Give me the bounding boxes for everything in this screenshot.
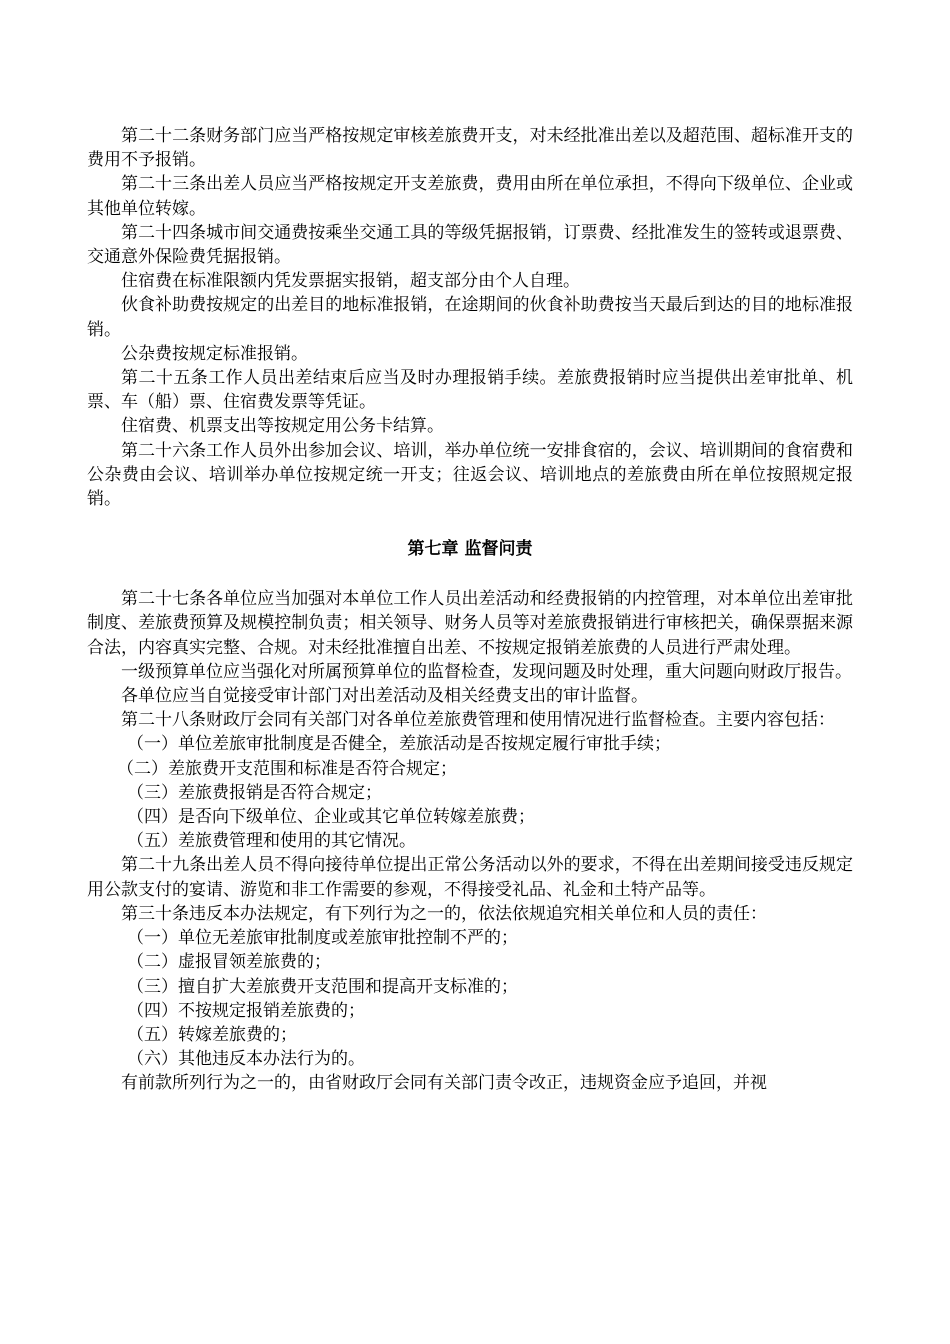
article-22: 第二十二条财务部门应当严格按规定审核差旅费开支，对未经批准出差以及超范围、超标准开支的费用不予报销。 xyxy=(87,126,853,171)
article-29: 第二十九条出差人员不得向接待单位提出正常公务活动以外的要求，不得在出差期间接受违反规定用公款支付的宴请、游览和非工作需要的参观，不得接受礼品、礼金和土特产品等。 xyxy=(87,855,853,900)
article-24: 第二十四条城市间交通费按乘坐交通工具的等级凭据报销，订票费、经批准发生的签转或退票费、交通意外保险费凭据报销。 xyxy=(87,222,853,268)
list-item: （一）单位差旅审批制度是否健全，差旅活动是否按规定履行审批手续； xyxy=(127,734,671,755)
paragraph-supervision: 一级预算单位应当强化对所属预算单位的监督检查，发现问题及时处理，重大问题向财政厅报告。 xyxy=(121,661,852,682)
list-item: （一）单位无差旅审批制度或差旅审批控制不严的； xyxy=(127,928,518,949)
article-27: 第二十七条各单位应当加强对本单位工作人员出差活动和经费报销的内控管理，对本单位出差审批制度、差旅费预算及规模控制负责；相关领导、财务人员等对差旅费报销进行审核把关，确保票据来源合法，内容真实完整、合规。对未经批准擅自出差、不按规定报销差旅费的人员进行严肃处理。 xyxy=(87,589,853,658)
article-28: 第二十八条财政厅会同有关部门对各单位差旅费管理和使用情况进行监督检查。主要内容包括： xyxy=(121,710,835,731)
chapter-heading: 第七章 监督问责 xyxy=(407,539,533,560)
paragraph-penalty: 有前款所列行为之一的，由省财政厅会同有关部门责令改正，违规资金应予追回，并视 xyxy=(121,1073,767,1094)
list-item: （二）差旅费开支范围和标准是否符合规定； xyxy=(117,758,457,779)
paragraph-lodging: 住宿费在标准限额内凭发票据实报销，超支部分由个人自理。 xyxy=(121,271,580,292)
article-26: 第二十六条工作人员外出参加会议、培训，举办单位统一安排食宿的，会议、培训期间的食宿费和公杂费由会议、培训举办单位按规定统一开支；往返会议、培训地点的差旅费由所在单位按照规定报销。 xyxy=(87,440,853,510)
list-item: （三）差旅费报销是否符合规定； xyxy=(127,782,382,803)
list-item: （四）是否向下级单位、企业或其它单位转嫁差旅费； xyxy=(127,807,535,828)
list-item: （三）擅自扩大差旅费开支范围和提高开支标准的； xyxy=(127,976,518,997)
list-item: （六）其他违反本办法行为的。 xyxy=(127,1049,365,1070)
paragraph-misc-fee: 公杂费按规定标准报销。 xyxy=(121,343,308,364)
article-25: 第二十五条工作人员出差结束后应当及时办理报销手续。差旅费报销时应当提供出差审批单、机票、车（船）票、住宿费发票等凭证。 xyxy=(87,368,853,413)
paragraph-audit: 各单位应当自觉接受审计部门对出差活动及相关经费支出的审计监督。 xyxy=(121,686,648,707)
paragraph-meal-allowance: 伙食补助费按规定的出差目的地标准报销，在途期间的伙食补助费按当天最后到达的目的地标准报销。 xyxy=(87,295,853,340)
article-23: 第二十三条出差人员应当严格按规定开支差旅费，费用由所在单位承担，不得向下级单位、企业或其他单位转嫁。 xyxy=(87,174,853,219)
list-item: （五）差旅费管理和使用的其它情况。 xyxy=(127,831,416,852)
article-30: 第三十条违反本办法规定，有下列行为之一的，依法依规追究相关单位和人员的责任： xyxy=(121,903,767,924)
list-item: （二）虚报冒领差旅费的； xyxy=(127,952,331,973)
list-item: （五）转嫁差旅费的； xyxy=(127,1024,297,1045)
list-item: （四）不按规定报销差旅费的； xyxy=(127,1000,365,1021)
paragraph-official-card: 住宿费、机票支出等按规定用公务卡结算。 xyxy=(121,416,444,437)
